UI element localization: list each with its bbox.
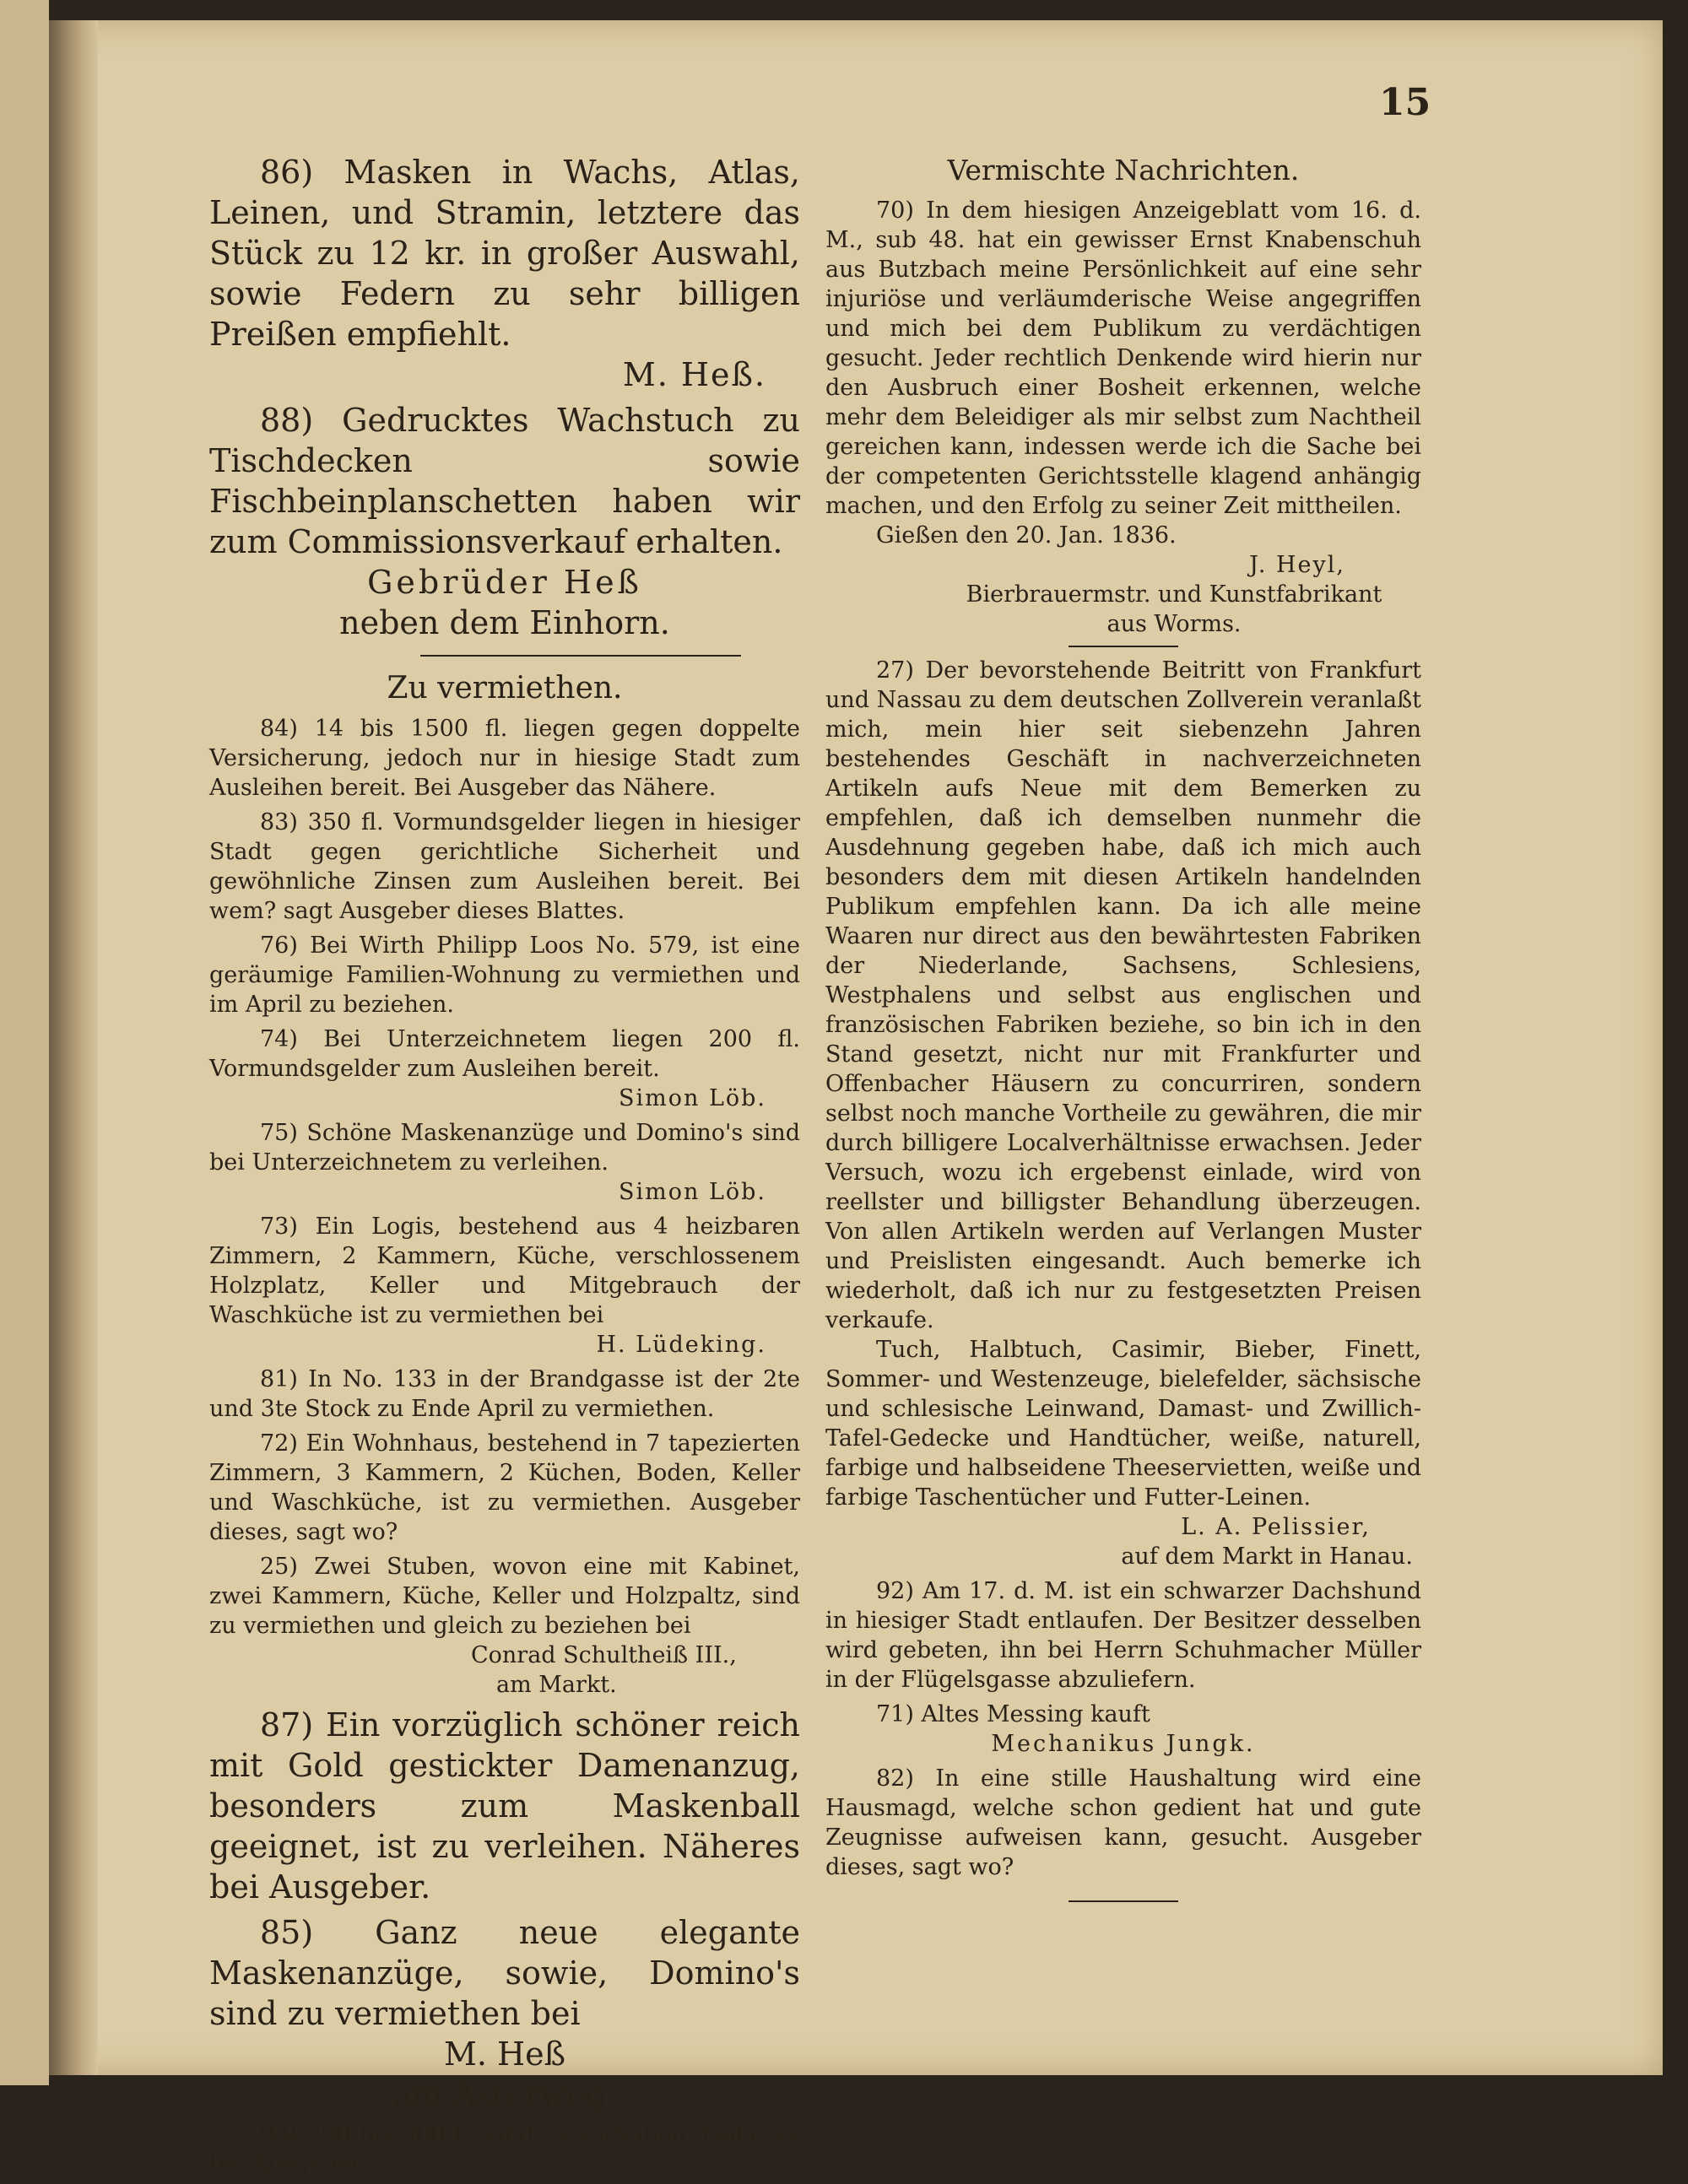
ad-85-signature: M. Heß bbox=[443, 2035, 566, 2073]
ad-27-address: auf dem Markt in Hanau. bbox=[1121, 1543, 1413, 1570]
ad-81 bbox=[209, 1365, 800, 1424]
ad-82-text: 82) In eine stille Haushaltung wird eine Hausmagd, welche schon gedient hat und gute Zeugnisse aufweisen kann, gesucht. Ausgeber dieses, sagt wo? bbox=[825, 1765, 1421, 1880]
ad-72 bbox=[209, 1429, 800, 1547]
ad-76-text: 76) Bei Wirth Philipp Loos No. 579, ist eine geräumige Familien-Wohnung zu vermiethen und im April zu beziehen. bbox=[209, 933, 800, 1018]
ad-88-text: 88) Gedrucktes Wachstuch zu Tischdecken sowie Fischbeinplanschetten haben wir zum Commissionsverkauf erhalten. bbox=[209, 402, 800, 560]
ad-70-place-date: Gießen den 20. Jan. 1836. bbox=[876, 522, 1177, 549]
divider-rule-2 bbox=[1069, 646, 1178, 647]
ad-27-text: 27) Der bevorstehende Beitritt von Frankfurt und Nassau zu dem deutschen Zollverein veranlaßt mich, mein hier seit siebenzehn Jahren bestehendes Geschäft in nachverzeichneten Artikeln aufs Neue mit dem Bemerken zu empfehlen, daß ich demselben nunmehr die Ausdehnung gegeben habe, daß ich mich auch besonders dem mit diesen Artikeln handelnden Publikum empfehlen kann. Da ich alle meine Waaren nur direct aus den bewährtesten Fabriken der Niederlande, Sachsens, Schlesiens, Westphalens und selbst aus englischen und französischen Fabriken beziehe, so bin ich in den Stand gesetzt, nicht nur mit Frankfurter und Offenbacher Häusern zu concurriren, sondern selbst noch manche Vortheile zu gewähren, die mir durch billigere Localverhältnisse erwachsen. Jeder Versuch, wozu ich ergebenst einlade, wird von reellster und billigster Behandlung überzeugen. Von allen Artikeln werden auf Verlangen Muster und Preislisten eingesandt. Auch bemerke ich wiederholt, daß ich nur zu festgesetzten Preisen verkaufe. bbox=[825, 657, 1421, 1333]
ad-93 bbox=[209, 2120, 800, 2179]
ad-70 bbox=[825, 196, 1421, 639]
ad-85-text: 85) Ganz neue elegante Maskenanzüge, sowie, Domino's sind zu vermiethen bei bbox=[209, 1914, 800, 2032]
ad-72-text: 72) Ein Wohnhaus, bestehend in 7 tapezierten Zimmern, 3 Kammern, 2 Küchen, Boden, Keller und Waschküche, ist zu vermiethen. Ausgeber dieses, sagt wo? bbox=[209, 1430, 800, 1545]
ad-25-address: am Markt. bbox=[496, 1672, 617, 1698]
ad-85 bbox=[209, 1912, 800, 2115]
ad-74-text: 74) Bei Unterzeichnetem liegen 200 fl. Vormundsgelder zum Ausleihen bereit. bbox=[209, 1026, 800, 1082]
previous-page-edge bbox=[0, 0, 49, 2085]
ad-92 bbox=[825, 1576, 1421, 1695]
right-column bbox=[825, 152, 1421, 1916]
ad-88 bbox=[209, 400, 800, 643]
ad-75 bbox=[209, 1118, 800, 1207]
page-number: 15 bbox=[1379, 81, 1431, 124]
ad-86-signature: M. Heß. bbox=[622, 356, 766, 393]
divider-rule bbox=[420, 655, 741, 657]
ad-88-address: neben dem Einhorn. bbox=[339, 604, 670, 641]
closing-rule bbox=[1069, 1900, 1178, 1902]
ad-76 bbox=[209, 931, 800, 1019]
ad-70-text: 70) In dem hiesigen Anzeigeblatt vom 16. d. M., sub 48. hat ein gewisser Ernst Knabenschuh aus Butzbach meine Persönlichkeit auf eine sehr injuriöse und verläumderische Weise angegriffen und mich bei dem Publikum zu verdächtigen gesucht. Jeder rechtlich Denkende wird hierin nur den Ausbruch einer Bosheit erkennen, welche mehr dem Beleidiger als mir selbst zum Nachtheil gereichen kann, indessen werde ich die Sache bei der competenten Gerichtsstelle klagend anhängig machen, und den Erfolg zu seiner Zeit mittheilen. bbox=[825, 197, 1421, 519]
ad-84 bbox=[209, 714, 800, 803]
ad-87-text: 87) Ein vorzüglich schöner reich mit Gold gestickter Damenanzug, besonders zum Maskenball geeignet, ist zu verleihen. Näheres bei Ausgeber. bbox=[209, 1706, 800, 1906]
ad-27 bbox=[825, 656, 1421, 1571]
ad-70-title-line1: Bierbrauermstr. und Kunstfabrikant bbox=[966, 581, 1382, 608]
page-binding bbox=[49, 20, 98, 2075]
ad-93-text: 93) 200 bis 300 fl. sind zu verleihen. Näheres bei Ausgeber bbox=[209, 2122, 800, 2177]
ad-73 bbox=[209, 1212, 800, 1360]
ad-25-text: 25) Zwei Stuben, wovon eine mit Kabinet, zwei Kammern, Küche, Keller und Holzpaltz, sind zu vermiethen und gleich zu beziehen bei bbox=[209, 1554, 800, 1639]
ad-73-signature: H. Lüdeking. bbox=[596, 1332, 766, 1358]
ad-71 bbox=[825, 1700, 1421, 1759]
ad-87 bbox=[209, 1705, 800, 1907]
ad-75-text: 75) Schöne Maskenanzüge und Domino's sind bei Unterzeichnetem zu verleihen. bbox=[209, 1120, 800, 1176]
ad-74-signature: Simon Löb. bbox=[618, 1085, 766, 1111]
section-heading-zu-vermiethen: Zu vermiethen. bbox=[387, 671, 623, 705]
ad-27-goods: Tuch, Halbtuch, Casimir, Bieber, Finett, Sommer- und Westenzeuge, bielefelder, sächsische und schlesische Leinwand, Damast- und Zwillich-Tafel-Gedecke und Handtücher, weiße, naturell, farbige und halbseidene Theeservietten, weiße und farbige Taschentücher und Futter-Leinen. bbox=[825, 1337, 1421, 1511]
ad-71-signature: Mechanikus Jungk. bbox=[991, 1731, 1256, 1757]
ad-73-text: 73) Ein Logis, bestehend aus 4 heizbaren Zimmern, 2 Kammern, Küche, verschlossenem Holzplatz, Keller und Mitgebrauch der Waschküche ist zu vermiethen bei bbox=[209, 1214, 800, 1328]
ad-86 bbox=[209, 152, 800, 395]
ad-25 bbox=[209, 1552, 800, 1700]
ad-82 bbox=[825, 1764, 1421, 1882]
ad-71-text: 71) Altes Messing kauft bbox=[876, 1701, 1150, 1727]
left-column bbox=[209, 152, 800, 2184]
ad-88-signature: Gebrüder Heß bbox=[367, 564, 642, 601]
ad-75-signature: Simon Löb. bbox=[618, 1179, 766, 1205]
ad-83-text: 83) 350 fl. Vormundsgelder liegen in hiesiger Stadt gegen gerichtliche Sicherheit und gewöhnliche Zinsen zum Ausleihen bereit. Bei wem? sagt Ausgeber dieses Blattes. bbox=[209, 809, 800, 924]
ad-83 bbox=[209, 808, 800, 926]
ad-25-signature: Conrad Schultheiß III., bbox=[471, 1642, 737, 1668]
ad-81-text: 81) In No. 133 in der Brandgasse ist der 2te und 3te Stock zu Ende April zu vermiethen. bbox=[209, 1366, 800, 1422]
ad-70-signature: J. Heyl, bbox=[1249, 552, 1345, 578]
ad-27-signature: L. A. Pelissier, bbox=[1181, 1514, 1371, 1540]
ad-92-text: 92) Am 17. d. M. ist ein schwarzer Dachshund in hiesiger Stadt entlaufen. Der Besitzer desselben wird gebeten, ihn bei Herrn Schuhmacher Müller in der Flügelsgasse abzuliefern. bbox=[825, 1578, 1421, 1693]
ad-74 bbox=[209, 1024, 800, 1113]
ad-84-text: 84) 14 bis 1500 fl. liegen gegen doppelte Versicherung, jedoch nur in hiesige Stadt zum Ausleihen bereit. Bei Ausgeber das Nähere. bbox=[209, 716, 800, 801]
ad-86-text: 86) Masken in Wachs, Atlas, Leinen, und Stramin, letztere das Stück zu 12 kr. in großer Auswahl, sowie Federn zu sehr billigen Preißen empfiehlt. bbox=[209, 154, 800, 353]
ad-85-address: am Asterweg. bbox=[392, 2076, 617, 2113]
ad-70-title-line2: aus Worms. bbox=[1106, 611, 1242, 637]
section-heading-vermischte-nachrichten: Vermischte Nachrichten. bbox=[947, 154, 1300, 187]
